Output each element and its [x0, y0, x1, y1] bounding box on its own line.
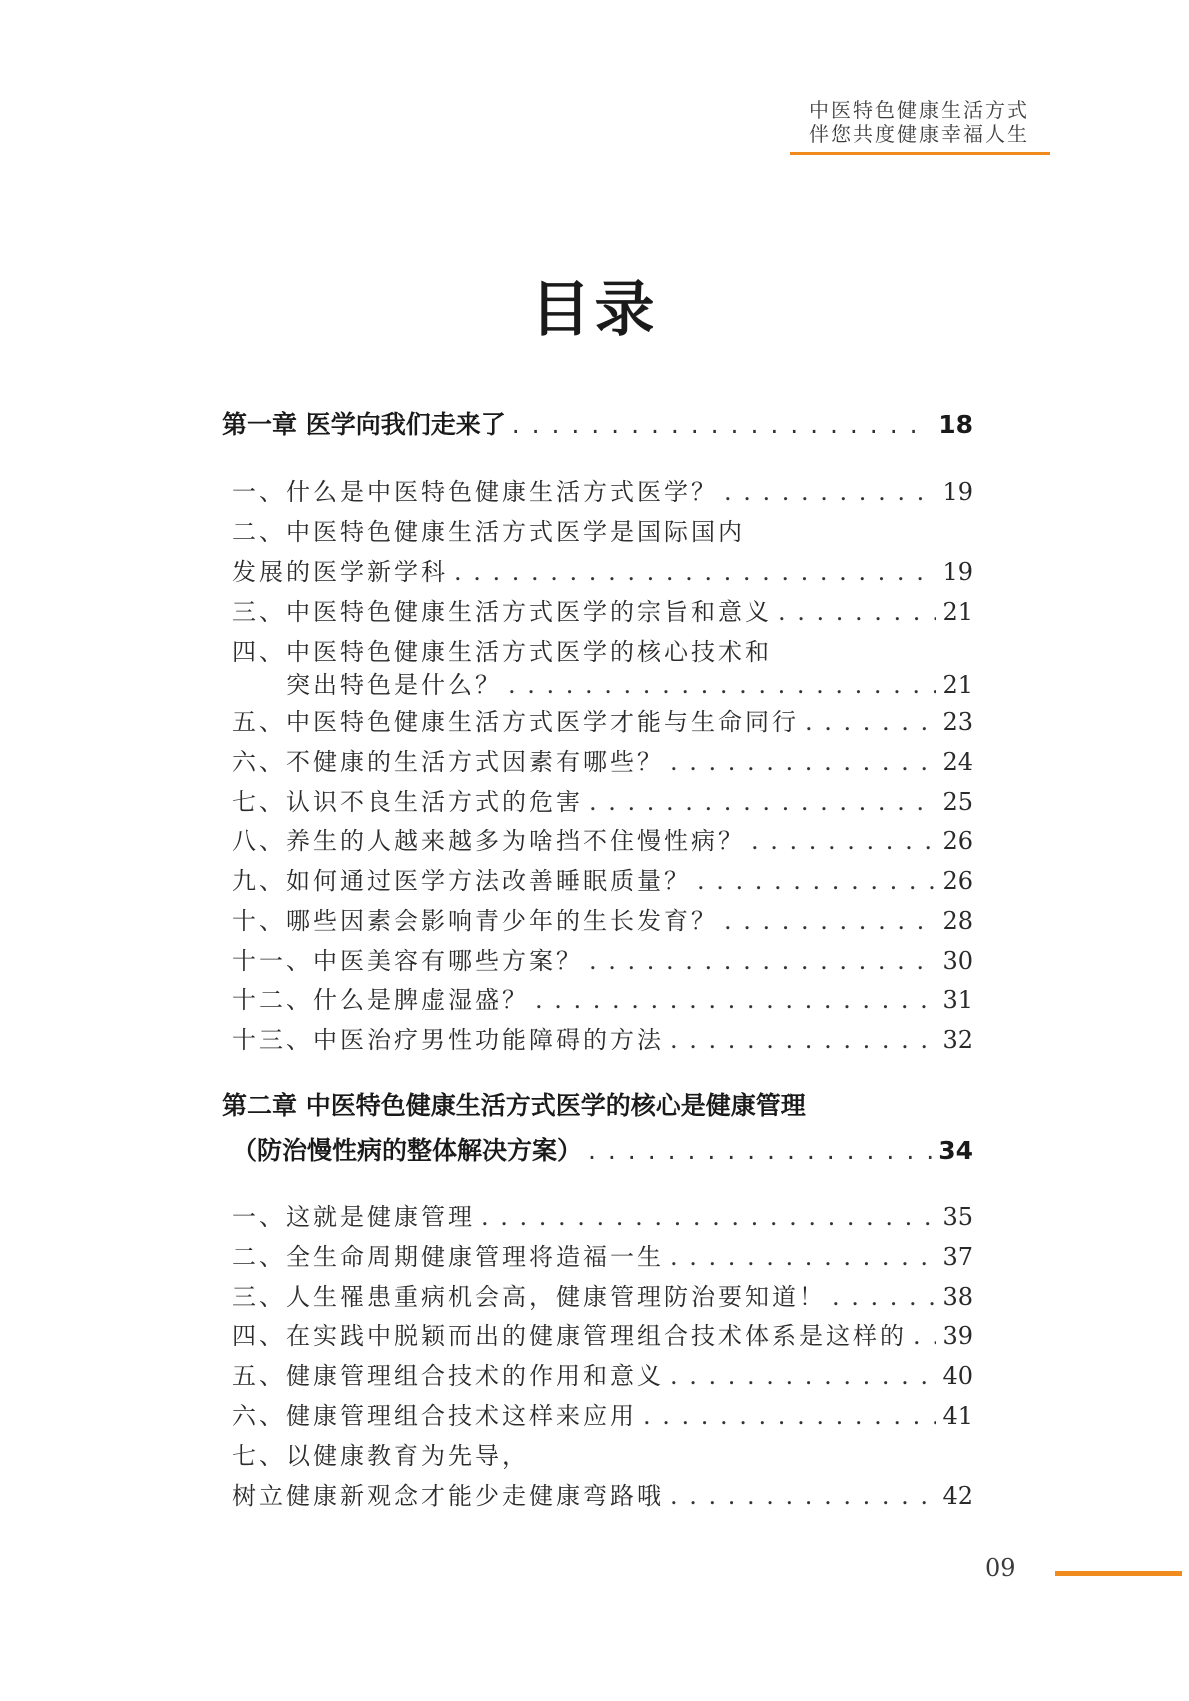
- toc-entry[interactable]: [232, 980, 973, 1014]
- toc-page-number: 30: [942, 947, 973, 975]
- toc-entry-label: 十一、中医美容有哪些方案？: [232, 947, 583, 975]
- page-title: 目录: [530, 275, 659, 345]
- toc-page-number: 23: [942, 708, 973, 736]
- toc-entry[interactable]: [232, 552, 973, 586]
- leader-dots: [670, 748, 936, 776]
- toc-page-number: 34: [938, 1136, 973, 1165]
- toc-entry-label: 五、健康管理组合技术的作用和意义: [232, 1362, 664, 1390]
- toc-entry[interactable]: [232, 1476, 973, 1510]
- leader-dots: [724, 478, 936, 506]
- toc-entry-line[interactable]: 四、中医特色健康生活方式医学的核心技术和: [232, 638, 772, 666]
- toc-entry[interactable]: [232, 1277, 973, 1311]
- toc-entry-label: 五、中医特色健康生活方式医学才能与生命同行: [232, 708, 799, 736]
- toc-entry[interactable]: [232, 782, 973, 816]
- toc-chapter-subtitle: （防治慢性病的整体解决方案）: [232, 1136, 583, 1165]
- toc-entry[interactable]: [232, 1197, 973, 1231]
- toc-entry-label: 十二、什么是脾虚湿盛？: [232, 986, 529, 1014]
- toc-entry[interactable]: [232, 1356, 973, 1390]
- toc-entry[interactable]: [232, 1020, 973, 1054]
- toc-entry[interactable]: [232, 941, 973, 975]
- leader-dots: [670, 1243, 936, 1271]
- toc-chapter-2[interactable]: [232, 1131, 973, 1165]
- toc-entry-label: 树立健康新观念才能少走健康弯路哦: [232, 1482, 664, 1510]
- leader-dots: [778, 598, 936, 626]
- leader-dots: [913, 1322, 936, 1350]
- toc-entry[interactable]: [232, 821, 973, 855]
- toc-entry[interactable]: [232, 742, 973, 776]
- leader-dots: [670, 1482, 936, 1510]
- toc-chapter-1[interactable]: [222, 405, 973, 439]
- toc-entry-label: 六、健康管理组合技术这样来应用: [232, 1402, 637, 1430]
- toc-page-number: 24: [942, 748, 973, 776]
- toc-page-number: 38: [942, 1283, 973, 1311]
- toc-chapter-title: 第一章 医学向我们走来了: [222, 410, 506, 439]
- toc-entry[interactable]: [232, 702, 973, 736]
- leader-dots: [589, 947, 936, 975]
- toc-page-number: 35: [942, 1203, 973, 1231]
- toc-page-number: 19: [942, 558, 973, 586]
- leader-dots: [643, 1402, 936, 1430]
- toc-entry-label: 一、什么是中医特色健康生活方式医学？: [232, 478, 718, 506]
- leader-dots: [535, 986, 936, 1014]
- toc-entry-label: 三、人生罹患重病机会高，健康管理防治要知道！: [232, 1283, 826, 1311]
- toc-entry-label: 三、中医特色健康生活方式医学的宗旨和意义: [232, 598, 772, 626]
- toc-page-number: 31: [942, 986, 973, 1014]
- leader-dots: [751, 827, 936, 855]
- page-number: 09: [985, 1554, 1016, 1582]
- header-line-1: 中医特色健康生活方式: [809, 98, 1029, 122]
- toc-entry[interactable]: [286, 665, 973, 699]
- footer-accent-bar: [1055, 1571, 1182, 1576]
- toc-page-number: 41: [942, 1402, 973, 1430]
- leader-dots: [589, 788, 936, 816]
- toc-entry[interactable]: [232, 592, 973, 626]
- toc-entry[interactable]: [232, 861, 973, 895]
- leader-dots: [832, 1283, 936, 1311]
- leader-dots: [670, 1362, 936, 1390]
- toc-page-number: 37: [942, 1243, 973, 1271]
- toc-entry-line[interactable]: 七、以健康教育为先导，: [232, 1442, 529, 1470]
- leader-dots: [512, 410, 932, 439]
- leader-dots: [805, 708, 936, 736]
- toc-page-number: 32: [942, 1026, 973, 1054]
- toc-entry[interactable]: [232, 1316, 973, 1350]
- leader-dots: [588, 1136, 932, 1165]
- leader-dots: [670, 1026, 936, 1054]
- toc-entry-label: 突出特色是什么？: [286, 671, 502, 699]
- toc-entry-label: 六、不健康的生活方式因素有哪些？: [232, 748, 664, 776]
- toc-entry-label: 一、这就是健康管理: [232, 1203, 475, 1231]
- leader-dots: [454, 558, 936, 586]
- toc-page-number: 28: [942, 907, 973, 935]
- toc-page-number: 42: [942, 1482, 973, 1510]
- toc-entry-label: 八、养生的人越来越多为啥挡不住慢性病？: [232, 827, 745, 855]
- toc-page-number: 40: [942, 1362, 973, 1390]
- toc-page-number: 21: [942, 671, 973, 699]
- toc-chapter-2-title[interactable]: 第二章 中医特色健康生活方式医学的核心是健康管理: [222, 1091, 806, 1120]
- leader-dots: [508, 671, 936, 699]
- toc-entry[interactable]: [232, 1396, 973, 1430]
- toc-page-number: 25: [942, 788, 973, 816]
- header-line-2: 伴您共度健康幸福人生: [809, 122, 1029, 146]
- toc-entry-label: 二、全生命周期健康管理将造福一生: [232, 1243, 664, 1271]
- toc-page-number: 19: [942, 478, 973, 506]
- toc-entry[interactable]: [232, 1237, 973, 1271]
- toc-page-number: 26: [942, 867, 973, 895]
- toc-entry-label: 十、哪些因素会影响青少年的生长发育？: [232, 907, 718, 935]
- toc-page-number: 39: [942, 1322, 973, 1350]
- toc-entry-label: 发展的医学新学科: [232, 558, 448, 586]
- toc-entry[interactable]: [232, 472, 973, 506]
- leader-dots: [481, 1203, 936, 1231]
- toc-entry-label: 七、认识不良生活方式的危害: [232, 788, 583, 816]
- toc-page-number: 18: [938, 410, 973, 439]
- toc-page-number: 21: [942, 598, 973, 626]
- toc-entry-label: 九、如何通过医学方法改善睡眠质量？: [232, 867, 691, 895]
- toc-entry-label: 四、在实践中脱颖而出的健康管理组合技术体系是这样的: [232, 1322, 907, 1350]
- toc-entry-label: 十三、中医治疗男性功能障碍的方法: [232, 1026, 664, 1054]
- toc-entry[interactable]: [232, 901, 973, 935]
- leader-dots: [697, 867, 936, 895]
- toc-entry-line[interactable]: 二、中医特色健康生活方式医学是国际国内: [232, 518, 745, 546]
- toc-page-number: 26: [942, 827, 973, 855]
- leader-dots: [724, 907, 936, 935]
